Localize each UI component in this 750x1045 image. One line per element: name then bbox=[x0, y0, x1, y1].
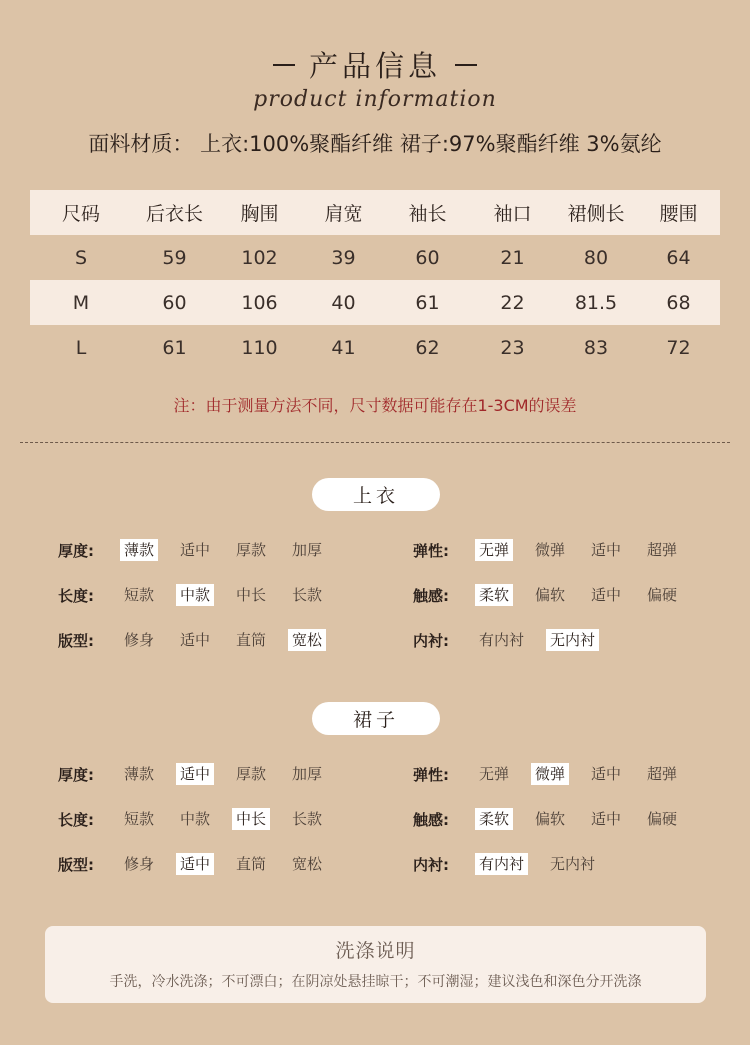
attribute-option-selected: 宽松 bbox=[288, 629, 326, 651]
attribute-option: 超弹 bbox=[647, 541, 678, 559]
attribute-option: 中款 bbox=[180, 810, 211, 828]
attribute-option: 适中 bbox=[591, 765, 622, 783]
table-cell: 23 bbox=[500, 336, 525, 359]
attribute-option: 微弹 bbox=[535, 541, 566, 559]
table-cell: 40 bbox=[331, 291, 356, 314]
attribute-option-selected: 有内衬 bbox=[475, 853, 528, 875]
attribute-option-selected: 柔软 bbox=[475, 808, 513, 830]
attribute-option: 长款 bbox=[292, 586, 323, 604]
attribute-option: 短款 bbox=[124, 586, 155, 604]
attribute-option: 适中 bbox=[591, 586, 622, 604]
attribute-row bbox=[413, 628, 617, 652]
care-text: 手洗，冷水洗涤；不可漂白；在阴凉处悬挂晾干；不可潮湿；建议浅色和深色分开洗涤 bbox=[109, 974, 642, 990]
attribute-option: 无内衬 bbox=[550, 855, 596, 873]
attribute-label: 触感: bbox=[413, 810, 449, 829]
attribute-row bbox=[413, 583, 699, 607]
dashed-divider bbox=[20, 442, 730, 443]
attribute-option: 加厚 bbox=[292, 541, 323, 559]
page-subtitle: product information bbox=[253, 87, 497, 112]
attribute-option: 短款 bbox=[124, 810, 155, 828]
attribute-row bbox=[413, 538, 699, 562]
table-cell: 61 bbox=[415, 291, 440, 314]
column-header: 袖口 bbox=[493, 203, 532, 225]
attribute-option: 宽松 bbox=[292, 855, 323, 873]
table-cell: 80 bbox=[583, 246, 609, 269]
size-table-row bbox=[30, 235, 720, 280]
table-cell: S bbox=[74, 246, 88, 269]
attribute-row bbox=[58, 762, 344, 786]
table-cell: 41 bbox=[331, 336, 356, 359]
table-cell: 106 bbox=[241, 291, 278, 314]
attribute-option: 厚款 bbox=[236, 541, 267, 559]
table-cell: 72 bbox=[666, 336, 691, 359]
attribute-label: 版型: bbox=[58, 855, 94, 874]
attribute-option: 适中 bbox=[180, 541, 211, 559]
attribute-option-selected: 薄款 bbox=[120, 539, 158, 561]
table-cell: 110 bbox=[241, 336, 278, 359]
attribute-option: 适中 bbox=[180, 631, 211, 649]
attribute-option: 修身 bbox=[124, 855, 155, 873]
page-title: 产品信息 bbox=[308, 49, 441, 83]
attribute-row bbox=[58, 628, 344, 652]
attribute-label: 版型: bbox=[58, 631, 94, 650]
attribute-row bbox=[58, 583, 344, 607]
title-dash-right bbox=[455, 64, 477, 66]
attribute-option-selected: 微弹 bbox=[531, 763, 569, 785]
attribute-option-selected: 适中 bbox=[176, 763, 214, 785]
attribute-row bbox=[413, 762, 699, 786]
table-cell: 59 bbox=[162, 246, 187, 269]
attribute-option-selected: 中款 bbox=[176, 584, 214, 606]
attribute-option: 直筒 bbox=[236, 855, 267, 873]
table-cell: 60 bbox=[415, 246, 440, 269]
attribute-option: 中长 bbox=[236, 586, 267, 604]
attribute-row bbox=[58, 807, 344, 831]
attribute-option: 适中 bbox=[591, 541, 622, 559]
table-cell: 102 bbox=[241, 246, 278, 269]
table-cell: 22 bbox=[500, 291, 525, 314]
attribute-label: 内衬: bbox=[413, 631, 449, 650]
title-dash-left bbox=[273, 64, 295, 66]
attribute-label: 触感: bbox=[413, 586, 449, 605]
attribute-option: 有内衬 bbox=[479, 631, 525, 649]
fabric-composition: 面料材质： 上衣:100%聚酯纤维 裙子:97%聚酯纤维 3%氨纶 bbox=[88, 132, 662, 156]
table-cell: 62 bbox=[415, 336, 440, 359]
care-instructions bbox=[45, 926, 706, 1003]
attribute-label: 长度: bbox=[58, 586, 94, 605]
attribute-option-selected: 适中 bbox=[176, 853, 214, 875]
attribute-label: 厚度: bbox=[58, 541, 94, 560]
attribute-label: 弹性: bbox=[413, 541, 449, 560]
table-cell: 64 bbox=[666, 246, 691, 269]
attribute-option: 修身 bbox=[124, 631, 155, 649]
size-table bbox=[30, 190, 720, 370]
column-header: 袖长 bbox=[408, 203, 447, 225]
table-cell: L bbox=[75, 336, 87, 359]
care-title: 洗涤说明 bbox=[335, 940, 416, 962]
attribute-option: 直筒 bbox=[236, 631, 267, 649]
table-cell: 68 bbox=[666, 291, 691, 314]
attribute-row bbox=[413, 852, 617, 876]
attribute-option: 长款 bbox=[292, 810, 323, 828]
attribute-option: 薄款 bbox=[124, 765, 155, 783]
size-table-row bbox=[30, 325, 720, 370]
attribute-option: 偏硬 bbox=[647, 586, 678, 604]
attribute-option: 偏软 bbox=[535, 810, 566, 828]
attribute-label: 长度: bbox=[58, 810, 94, 829]
size-table-row bbox=[30, 280, 720, 325]
column-header: 胸围 bbox=[240, 203, 279, 225]
attribute-option: 偏软 bbox=[535, 586, 566, 604]
column-header: 裙侧长 bbox=[567, 203, 625, 225]
attribute-option: 加厚 bbox=[292, 765, 323, 783]
attribute-option-selected: 柔软 bbox=[475, 584, 513, 606]
table-cell: 39 bbox=[331, 246, 356, 269]
attribute-option: 偏硬 bbox=[647, 810, 678, 828]
table-cell: 21 bbox=[500, 246, 525, 269]
attribute-row bbox=[58, 538, 344, 562]
title-block bbox=[0, 44, 750, 112]
attribute-label: 内衬: bbox=[413, 855, 449, 874]
section-title-pill: 裙子 bbox=[312, 702, 440, 735]
table-cell: 81.5 bbox=[574, 291, 618, 314]
attribute-label: 弹性: bbox=[413, 765, 449, 784]
attribute-option-selected: 中长 bbox=[232, 808, 270, 830]
section-title-pill: 上衣 bbox=[312, 478, 440, 511]
column-header: 后衣长 bbox=[145, 203, 203, 225]
attribute-label: 厚度: bbox=[58, 765, 94, 784]
column-header: 肩宽 bbox=[324, 203, 363, 225]
table-cell: 61 bbox=[162, 336, 187, 359]
attribute-option-selected: 无弹 bbox=[475, 539, 513, 561]
attribute-row bbox=[413, 807, 699, 831]
table-cell: 83 bbox=[583, 336, 609, 359]
table-cell: 60 bbox=[162, 291, 187, 314]
column-header: 尺码 bbox=[61, 203, 100, 225]
table-cell: M bbox=[72, 291, 90, 314]
measurement-note: 注：由于测量方法不同，尺寸数据可能存在1-3CM的误差 bbox=[173, 396, 577, 415]
attribute-option: 无弹 bbox=[479, 765, 510, 783]
attribute-option: 适中 bbox=[591, 810, 622, 828]
attribute-option: 超弹 bbox=[647, 765, 678, 783]
column-header: 腰围 bbox=[659, 203, 698, 225]
attribute-option: 厚款 bbox=[236, 765, 267, 783]
attribute-row bbox=[58, 852, 344, 876]
attribute-option-selected: 无内衬 bbox=[546, 629, 599, 651]
size-table-header bbox=[30, 190, 720, 235]
